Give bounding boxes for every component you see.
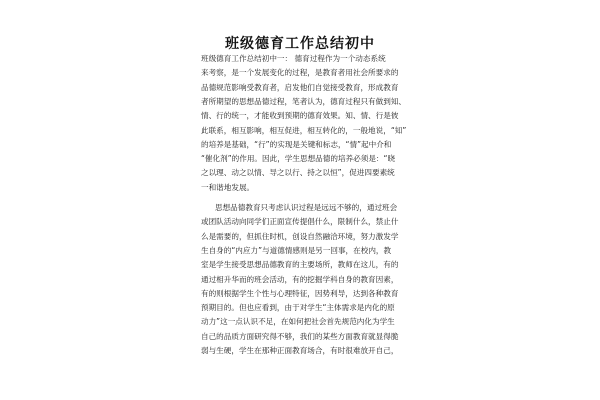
paragraph-2-line: 或团队活动向同学们正面宣传提倡什么，限制什么，禁止什 [201,217,399,227]
paragraph-2-line: 生自身的“内应力”与道德情感则是另一回事，在校内，教 [201,245,392,255]
paragraph-1-line: 情、行的统一，才能收到预期的德育效果。知、情、行是彼 [201,111,399,121]
paragraph-2-line: 思想品德教育只考虑认识过程是远远不够的，通过班会 [215,203,398,212]
paragraph-2-line: 预期目的。但也应看到，由于对学生“主体需求是内化的原 [201,303,395,313]
paragraph-2-line: 通过相升华而的班会活动，有的挖掘学科自身的教育因素， [201,274,399,284]
paragraph-1-line: 者所期望的思想品德过程，笔者认为，德育过程只有做到知、 [201,96,407,106]
paragraph-1-line: 班级德育工作总结初中一： 德育过程作为一个动态系统 [201,54,386,63]
paragraph-2-line: 有的则根据学生个性与心理特征，因势利导，达到各种教育 [201,288,399,298]
paragraph-2-line: 室是学生接受思想品德教育的主要场所，教师在这儿，有的 [201,260,399,270]
paragraph-2-line: 弱与生硬，学生在那种正面教育场合，有时很难放开自己， [201,346,399,355]
document-title: 班级德育工作总结初中 [225,36,375,52]
paragraph-1-line: “催化剂”的作用。因此，学生思想品德的培养必须是：“晓 [201,154,396,164]
paragraph-1-line: 之以理、动之以情、导之以行、持之以恒”，促进四要素统 [201,168,395,178]
paragraph-1-line: 来考察，是一个发展变化的过程，是教育者用社会所要求的 [201,68,399,78]
paragraph-2-line: 动力”这一点认识不足，在如何把社会首先规范内化为学生 [201,317,395,327]
paragraph-1-line: 此联系，相互影响，相互促进，相互转化的，一般地说，“知” [201,125,407,135]
paragraph-1-line: 一和谐地发展。 [201,182,255,192]
paragraph-2-line: 么是需要的，但抓住时机，创设自然融洽环境，努力激发学 [201,231,399,241]
paragraph-2-line: 自己的品质方面研究得不够，我们的某些方面教育就显得脆 [201,331,399,341]
paragraph-1-line: 品德规范影响受教育者，启发他们自觉接受教育，形成教育 [201,82,399,92]
paragraph-1-line: 的培养是基础，“行”的实现是关键和标志，“情”起中介和 [201,139,392,149]
